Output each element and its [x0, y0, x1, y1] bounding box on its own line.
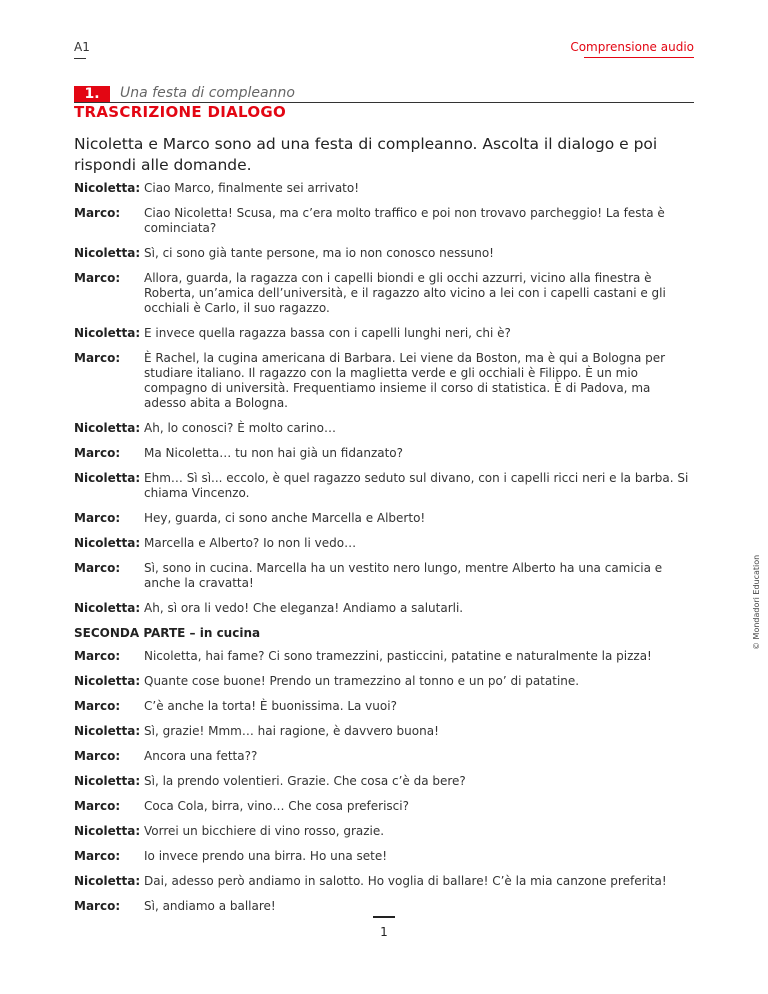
dialog-text: Ancora una fetta?? [144, 749, 258, 763]
speaker-label: Nicoletta [74, 724, 136, 738]
speaker-label: Nicoletta [74, 874, 136, 888]
dialog-line [74, 874, 696, 889]
copyright-credit: © Mondadori Education [752, 554, 761, 650]
dialog-text: Ma Nicoletta… tu non hai già un fidanzato? [144, 446, 404, 460]
dialog-text: Sì, andiamo a ballare! [144, 899, 276, 913]
dialog-text: Sì, sono in cucina. Marcella ha un vestito nero lungo, mentre Alberto ha una camicia e anche la cravatta! [144, 561, 663, 590]
speaker-name: Marco: [74, 799, 121, 813]
dialog-line [74, 351, 696, 411]
dialog-text: Io invece prendo una birra. Ho una sete! [144, 849, 388, 863]
speaker-label: Nicoletta [74, 471, 136, 485]
speaker-label: Nicoletta [74, 181, 136, 195]
speaker-name: Nicoletta: [74, 874, 141, 888]
dialog-line [74, 849, 696, 864]
dialog-line [74, 181, 696, 196]
exercise-title: Una festa di compleanno [120, 85, 295, 101]
exercise-title-row [74, 86, 694, 103]
speaker-label: Nicoletta [74, 246, 136, 260]
level-underline [74, 58, 86, 59]
dialog-text: Coca Cola, birra, vino… Che cosa preferisci? [144, 799, 409, 813]
dialog-text: Dai, adesso però andiamo in salotto. Ho voglia di ballare! C’è la mia canzone preferita! [144, 874, 667, 888]
dialog-text: Ah, sì ora li vedo! Che eleganza! Andiamo a salutarli. [144, 601, 464, 615]
speaker-name: Marco: [74, 699, 121, 713]
dialog-text: È Rachel, la cugina americana di Barbara. Lei viene da Boston, ma è qui a Bologna per studiare italiano. Il ragazzo con la maglietta verde e gli occhiali è Filippo. È un mio compagno di università. Frequentiamo insieme il corso di statistica. È di Padova, ma adesso abita a Bologna. [144, 351, 666, 410]
speaker-name: Nicoletta: [74, 421, 141, 435]
speaker-label: Marco [74, 849, 116, 863]
speaker-label: Nicoletta [74, 824, 136, 838]
dialog-line [74, 511, 696, 526]
dialog-line [74, 674, 696, 689]
dialog-line [74, 774, 696, 789]
part-two-heading: SECONDA PARTE – in cucina [74, 626, 261, 640]
speaker-name: Marco: [74, 511, 121, 525]
speaker-label: Marco [74, 511, 116, 525]
speaker-name: Marco: [74, 899, 121, 913]
dialog-text: Allora, guarda, la ragazza con i capelli biondi e gli occhi azzurri, vicino alla finestra è Roberta, un’amica dell’università, e il ragazzo alto vicino a lei con i capelli castani e gli occhiali è Carlo, il suo ragazzo. [144, 271, 666, 315]
speaker-label: Marco [74, 271, 116, 285]
speaker-name: Marco: [74, 849, 121, 863]
dialog-text: Ah, lo conosci? È molto carino… [144, 421, 336, 435]
speaker-name: Nicoletta: [74, 536, 141, 550]
dialog-line [74, 471, 696, 501]
speaker-label: Marco [74, 446, 116, 460]
speaker-label: Nicoletta [74, 421, 136, 435]
speaker-name: Marco: [74, 206, 121, 220]
dialog-line [74, 724, 696, 739]
speaker-label: Marco [74, 799, 116, 813]
dialog-line [74, 246, 696, 261]
speaker-name: Nicoletta: [74, 824, 141, 838]
dialog-line [74, 699, 696, 714]
dialog-text: Ehm… Sì sì... eccolo, è quel ragazzo seduto sul divano, con i capelli ricci neri e la barba. Si chiama Vincenzo. [144, 471, 689, 500]
speaker-label: Marco [74, 649, 116, 663]
dialog-text: Nicoletta, hai fame? Ci sono tramezzini, pasticcini, patatine e naturalmente la pizza! [144, 649, 652, 663]
intro-text: Nicoletta e Marco sono ad una festa di compleanno. Ascolta il dialogo e poi rispondi alle domande. [74, 135, 658, 174]
dialog-line [74, 749, 696, 764]
speaker-label: Marco [74, 561, 116, 575]
section-label: Comprensione audio [570, 40, 694, 54]
speaker-name: Nicoletta: [74, 471, 141, 485]
dialog-line [74, 206, 696, 236]
speaker-name: Marco: [74, 561, 121, 575]
speaker-name: Nicoletta: [74, 674, 141, 688]
dialog-text: E invece quella ragazza bassa con i capelli lunghi neri, chi è? [144, 326, 511, 340]
dialog-text: Ciao Nicoletta! Scusa, ma c’era molto traffico e poi non trovavo parcheggio! La festa è cominciata? [144, 206, 665, 235]
speaker-label: Marco [74, 899, 116, 913]
speaker-label: Nicoletta [74, 601, 136, 615]
speaker-name: Marco: [74, 749, 121, 763]
transcript-heading: TRASCRIZIONE DIALOGO [74, 103, 287, 121]
dialog-line [74, 326, 696, 341]
speaker-label: Nicoletta [74, 774, 136, 788]
speaker-label: Marco [74, 699, 116, 713]
level-label: A1 [74, 40, 90, 54]
speaker-name: Nicoletta: [74, 246, 141, 260]
dialog-text: C’è anche la torta! È buonissima. La vuoi? [144, 699, 397, 713]
speaker-name: Nicoletta: [74, 601, 141, 615]
dialog-line [74, 446, 696, 461]
dialog-line [74, 536, 696, 551]
dialog-text: Hey, guarda, ci sono anche Marcella e Alberto! [144, 511, 426, 525]
speaker-name: Nicoletta: [74, 326, 141, 340]
page-number-rule [373, 916, 395, 918]
dialog-line [74, 561, 696, 591]
dialog-line [74, 421, 696, 436]
dialog-text: Sì, la prendo volentieri. Grazie. Che cosa c’è da bere? [144, 774, 466, 788]
dialog-line [74, 649, 696, 664]
dialog-line [74, 824, 696, 839]
dialog-part-two [74, 649, 696, 924]
speaker-name: Nicoletta: [74, 181, 141, 195]
dialog-text: Marcella e Alberto? Io non li vedo… [144, 536, 357, 550]
speaker-name: Marco: [74, 351, 121, 365]
speaker-name: Marco: [74, 271, 121, 285]
dialog-part-one [74, 181, 696, 626]
speaker-label: Marco [74, 351, 116, 365]
speaker-label: Marco [74, 749, 116, 763]
dialog-text: Vorrei un bicchiere di vino rosso, grazie. [144, 824, 385, 838]
speaker-label: Nicoletta [74, 674, 136, 688]
dialog-line [74, 601, 696, 616]
speaker-name: Marco: [74, 649, 121, 663]
speaker-name: Marco: [74, 446, 121, 460]
dialog-line [74, 899, 696, 914]
dialog-line [74, 271, 696, 316]
dialog-text: Sì, ci sono già tante persone, ma io non conosco nessuno! [144, 246, 494, 260]
speaker-label: Marco [74, 206, 116, 220]
dialog-line [74, 799, 696, 814]
speaker-label: Nicoletta [74, 326, 136, 340]
exercise-number: 1. [74, 86, 110, 102]
section-underline [584, 57, 694, 58]
speaker-name: Nicoletta: [74, 774, 141, 788]
dialog-text: Ciao Marco, finalmente sei arrivato! [144, 181, 360, 195]
speaker-label: Nicoletta [74, 536, 136, 550]
speaker-name: Nicoletta: [74, 724, 141, 738]
dialog-text: Quante cose buone! Prendo un tramezzino al tonno e un po’ di patatine. [144, 674, 580, 688]
dialog-text: Sì, grazie! Mmm… hai ragione, è davvero buona! [144, 724, 439, 738]
page-number: 1 [380, 925, 388, 939]
